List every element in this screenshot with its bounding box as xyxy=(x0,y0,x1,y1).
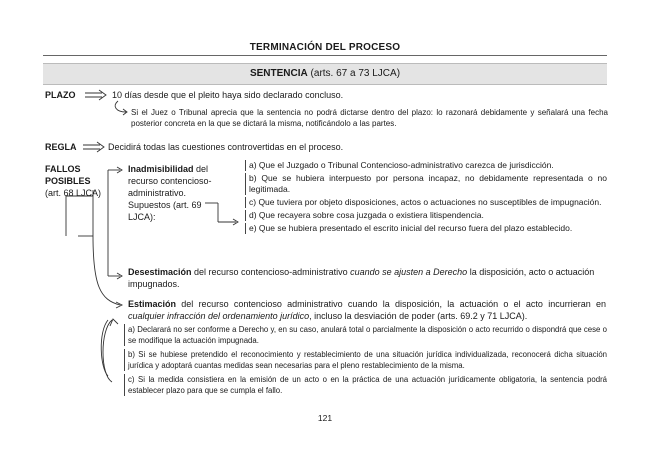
regla-arrow-icon xyxy=(83,142,104,152)
estimacion-arrow-icon xyxy=(101,319,118,382)
estimacion-list xyxy=(124,324,607,399)
desestimacion-post: la disposición, acto o actuación impugnados. xyxy=(128,267,595,289)
list-item: b) Si se hubiese pretendido el reconocimiento y restablecimiento de una situación jurídica individualizada, reconocerá dicha situación jurídica y adoptará cuantas medidas sean necesarias para el pleno restablecimiento de la misma. xyxy=(124,349,607,371)
list-item: a) Que el Juzgado o Tribunal Contencioso-administrativo carezca de jurisdicción. xyxy=(245,160,607,171)
list-item: a) Declarará no ser conforme a Derecho y, en su caso, anulará total o parcialmente la disposición o acto recurrido o dispondrá que cese o se modifique la actuación impugnada. xyxy=(124,324,607,346)
section-label: SENTENCIA xyxy=(249,68,308,79)
estimacion-title: Estimación xyxy=(128,299,177,309)
inadmisibilidad-desc: del recurso contencioso-administrativo. Supuestos (art. 69 LJCA): xyxy=(128,164,212,222)
fallos-label-line2: POSIBLES xyxy=(45,176,91,186)
desestimacion-pre: del recurso contencioso-administrativo xyxy=(191,267,351,277)
plazo-arrow-icon xyxy=(85,90,106,100)
plazo-note: Si el Juez o Tribunal aprecia que la sentencia no podrá dictarse dentro del plazo: lo razonará debidamente y señalará una fecha posterior concreta en la que se dictará la misma, notificándolo a las partes. xyxy=(131,108,608,128)
list-item: b) Que se hubiera interpuesto por persona incapaz, no debidamente representada o no legitimada. xyxy=(245,173,607,195)
inadmisibilidad-title: Inadmisibilidad xyxy=(128,164,194,174)
estimacion-italic: cualquier infracción del ordenamiento jurídico xyxy=(128,311,310,321)
regla-label: REGLA xyxy=(45,142,77,152)
list-item: e) Que se hubiera presentado el escrito inicial del recurso fuera del plazo establecido. xyxy=(245,223,607,234)
estimacion-pre: del recurso contencioso administrativo cuando la disposición, la actuación o el acto incurrieran en xyxy=(176,299,606,309)
regla-text: Decidirá todas las cuestiones controvertidas en el proceso. xyxy=(108,142,344,152)
plazo-text: 10 días desde que el pleito haya sido declarado concluso. xyxy=(112,90,344,100)
inadmisibilidad-block xyxy=(128,163,224,223)
list-item: c) Si la medida consistiera en la emisión de un acto o en la práctica de una actuación jurídicamente obligatoria, la sentencia podrá establecer plazo para que se cumpla el fallo. xyxy=(124,374,607,396)
page-title: TERMINACIÓN DEL PROCESO xyxy=(249,42,401,53)
plazo-label: PLAZO xyxy=(45,90,76,100)
list-item: d) Que recayera sobre cosa juzgada o existiera litispendencia. xyxy=(245,210,607,221)
estimacion-post: , incluso la desviación de poder (arts. 69.2 y 71 LJCA). xyxy=(309,311,528,321)
estimacion-block xyxy=(128,298,606,322)
inadmisibilidad-list xyxy=(245,160,607,236)
desestimacion-block xyxy=(128,266,606,290)
section-ref: (arts. 67 a 73 LJCA) xyxy=(310,68,401,79)
note-arrow-icon xyxy=(115,101,127,115)
list-item: c) Que tuviera por objeto disposiciones, actos o actuaciones no susceptibles de impugnación. xyxy=(245,197,607,208)
desestimacion-italic: cuando se ajusten a Derecho xyxy=(350,267,468,277)
fallos-label-line1: FALLOS xyxy=(45,164,81,174)
page-number: 121 xyxy=(317,413,333,423)
fallos-ref: (art. 68 LJCA) xyxy=(45,188,102,198)
desestimacion-title: Desestimación xyxy=(128,267,192,277)
